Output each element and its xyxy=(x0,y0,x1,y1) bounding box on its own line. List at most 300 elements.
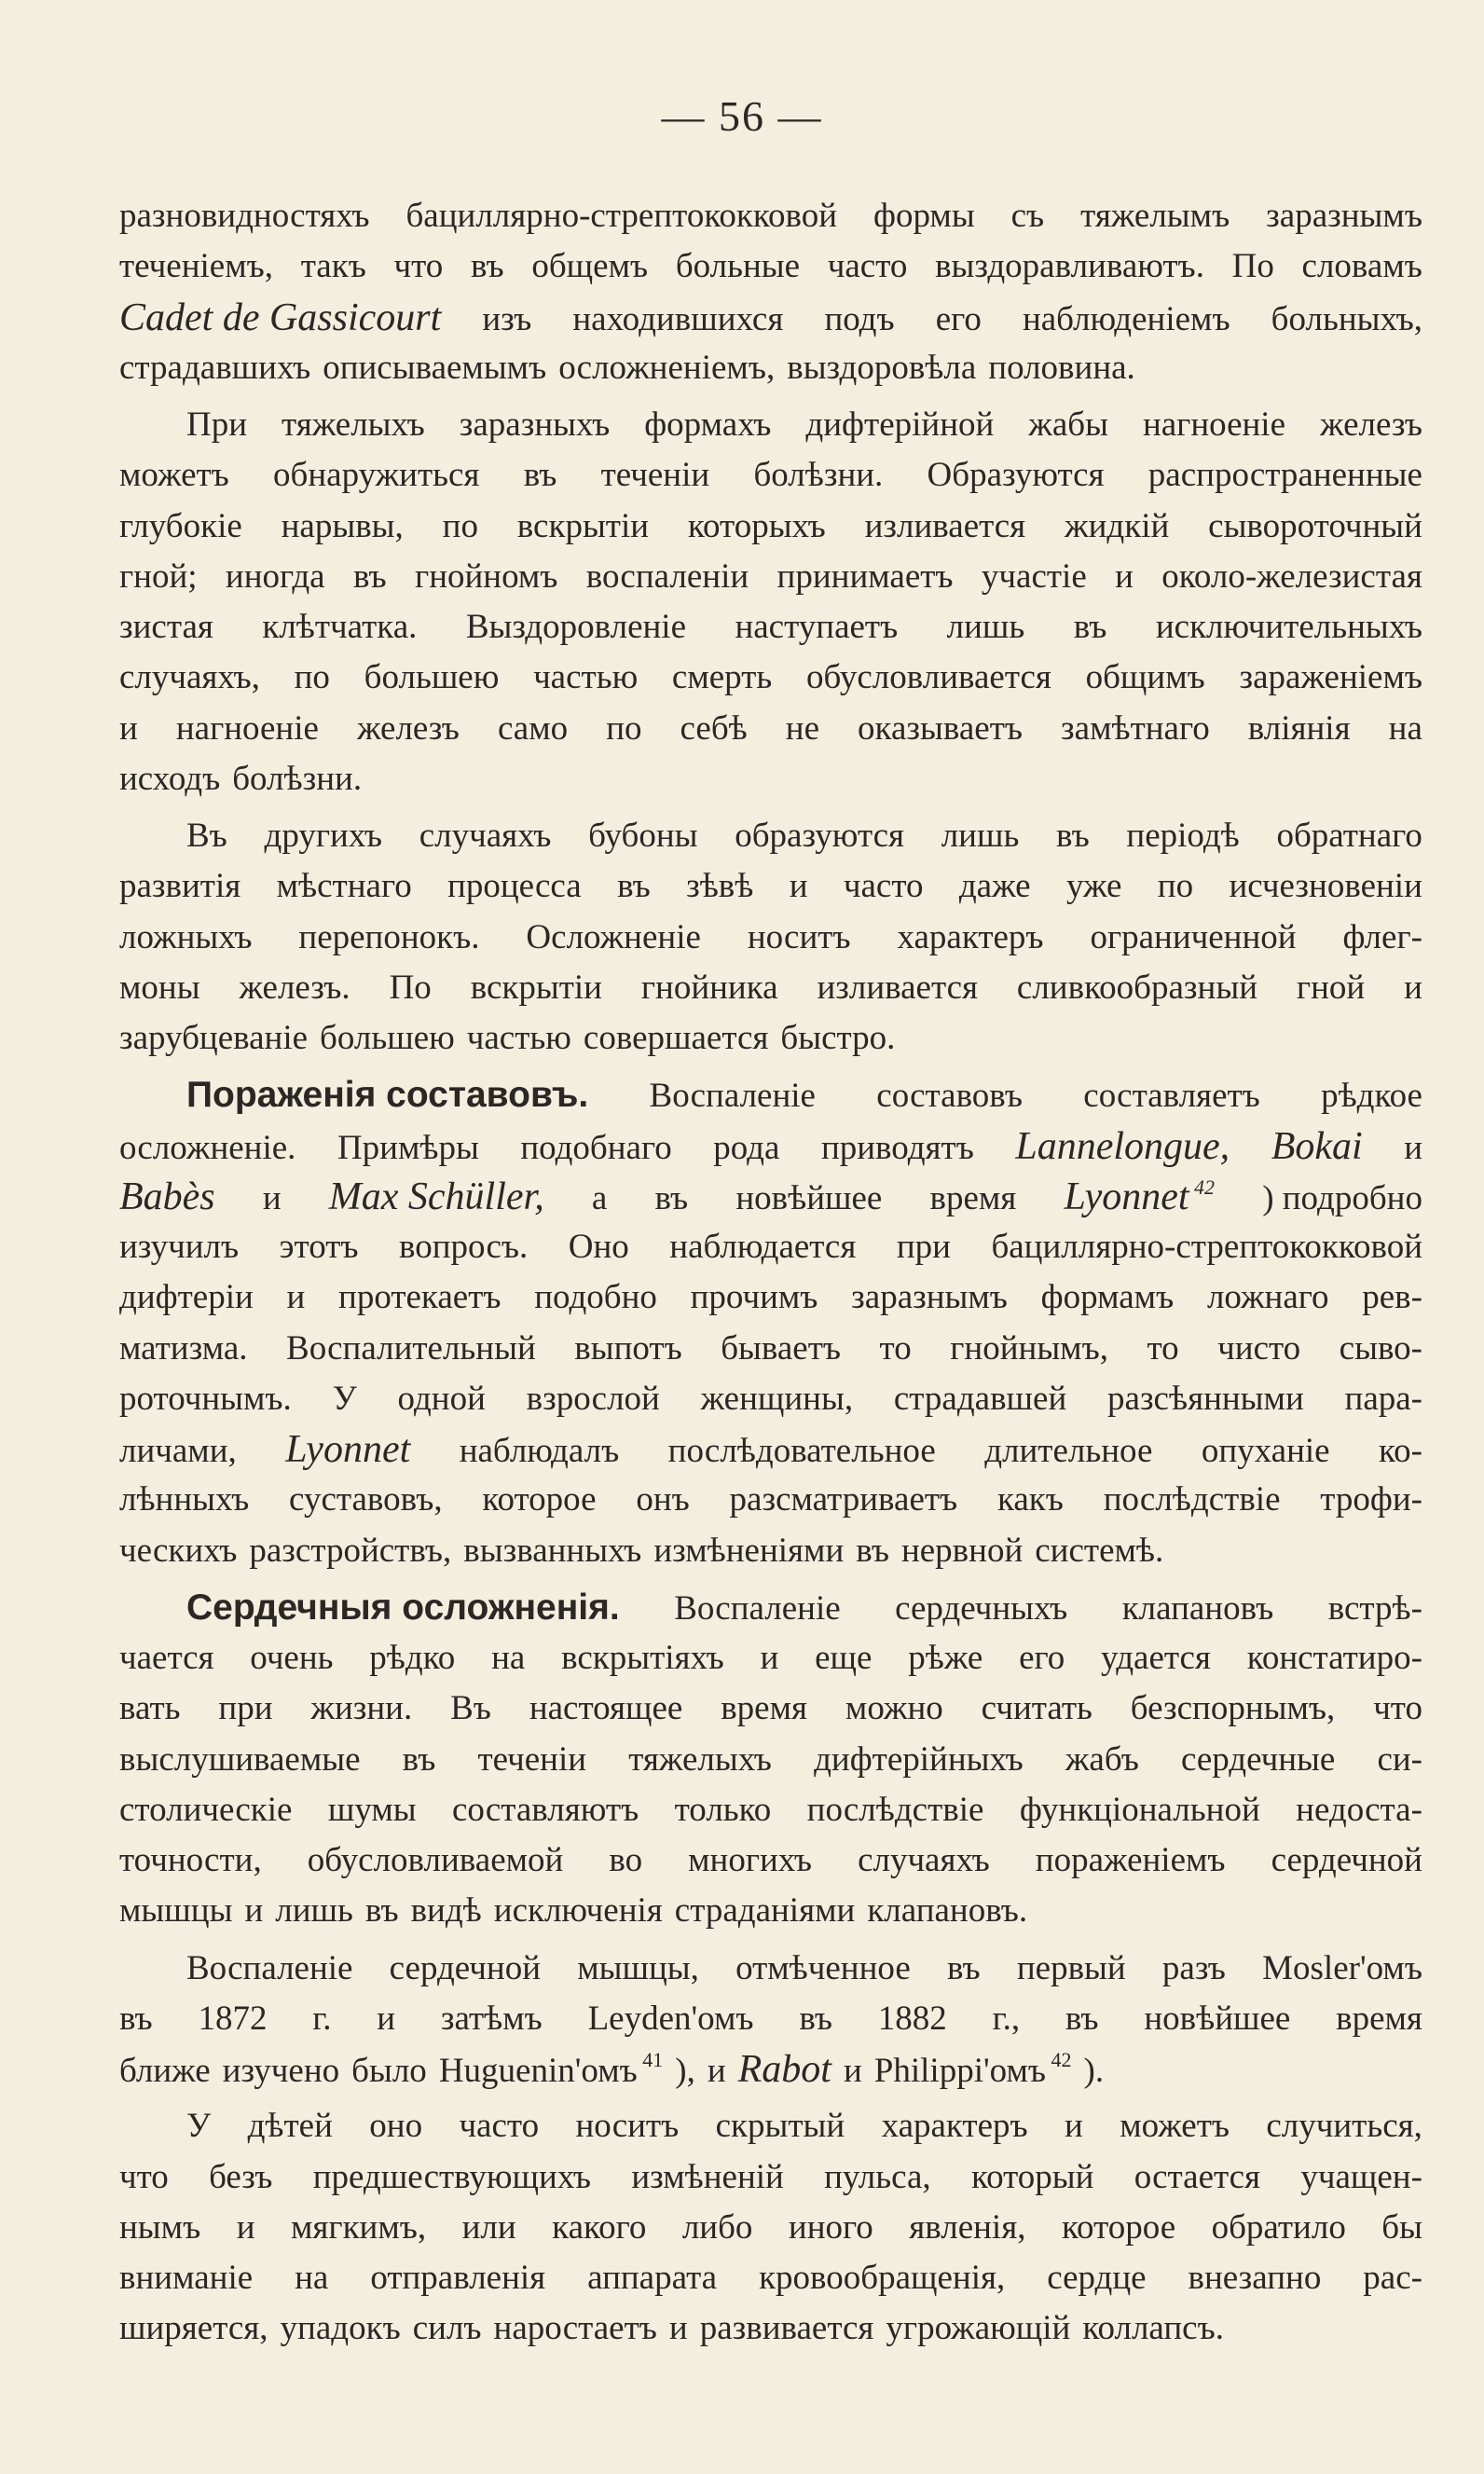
word: въ xyxy=(654,1178,689,1217)
word: силъ xyxy=(412,2309,482,2348)
word: и xyxy=(1115,557,1134,596)
word: теченіемъ, xyxy=(119,247,274,286)
text-line xyxy=(119,343,1422,393)
word: удается xyxy=(1101,1639,1211,1677)
word: вскрытіи xyxy=(516,506,650,545)
word: во xyxy=(609,1841,643,1879)
word: изучено xyxy=(222,2052,340,2090)
word: бациллярно-стрептококковой xyxy=(991,1228,1422,1266)
word: Осложненіе xyxy=(526,917,701,956)
word: изъ xyxy=(482,299,532,338)
word: обратнаго xyxy=(1276,817,1422,855)
word: Образуются xyxy=(927,456,1105,495)
word: формы xyxy=(873,197,975,235)
word: подъ xyxy=(824,299,895,338)
text-line xyxy=(119,1272,1422,1323)
word: жизни. xyxy=(310,1689,413,1728)
author-name: Cadet de Gassicourt xyxy=(119,296,442,339)
word: длительное xyxy=(984,1432,1153,1470)
word: его xyxy=(1019,1639,1065,1677)
word: вопросъ. xyxy=(399,1228,529,1266)
word: тяжелымъ xyxy=(1080,197,1230,235)
word: жидкій xyxy=(1065,506,1170,545)
word: вскрытіяхъ xyxy=(561,1639,724,1677)
word: и xyxy=(244,1891,264,1931)
word: флег- xyxy=(1342,917,1422,956)
word: осложненіе. xyxy=(119,1128,296,1167)
word: вызванныхъ xyxy=(463,1531,642,1570)
author-name: Babès xyxy=(119,1175,215,1218)
word: онъ xyxy=(636,1480,690,1519)
word: то xyxy=(1147,1328,1179,1368)
word: Philippi'омъ $^{42}$ xyxy=(873,2048,1072,2090)
word: какъ xyxy=(996,1480,1064,1519)
word: точности, xyxy=(119,1841,262,1879)
word: исходъ xyxy=(119,759,221,798)
word: болѣзни. xyxy=(753,456,884,495)
word: новѣйшее xyxy=(1144,1999,1291,2038)
word: развитія xyxy=(119,867,241,906)
word: женщины, xyxy=(700,1379,854,1418)
word: скрытый xyxy=(715,2107,845,2146)
word: и xyxy=(262,1178,282,1217)
word: мѣстнаго xyxy=(276,867,412,906)
word: измѣненіями xyxy=(653,1531,845,1570)
word: было xyxy=(351,2052,427,2090)
word: въ xyxy=(402,1739,436,1779)
word: опуханіе xyxy=(1201,1432,1330,1470)
word: 1882 xyxy=(877,1999,947,2038)
word: вскрытіи xyxy=(470,968,602,1007)
word: въ xyxy=(799,1999,832,2038)
word: себѣ xyxy=(680,708,748,748)
word: рев- xyxy=(1362,1278,1422,1317)
word: 1872 xyxy=(198,1999,268,2038)
word: Leyden'омъ xyxy=(587,1999,754,2038)
word: сердце xyxy=(1047,2259,1147,2297)
word: нервной xyxy=(900,1531,1024,1570)
word: участіе xyxy=(981,557,1087,596)
word: словамъ xyxy=(1301,247,1422,286)
text-line xyxy=(119,754,1422,804)
word: и xyxy=(760,1639,779,1677)
word: сливкообразный xyxy=(1016,968,1258,1007)
paragraph xyxy=(119,1583,1422,1937)
word: формахъ xyxy=(644,405,772,444)
text-line xyxy=(119,502,1422,552)
word: а xyxy=(591,1178,608,1217)
word: гнойнымъ, xyxy=(950,1328,1108,1368)
word: У xyxy=(186,2107,212,2146)
word: протекаетъ xyxy=(338,1278,502,1317)
word: большею xyxy=(320,1019,455,1057)
word: общемъ xyxy=(531,247,649,286)
text-line xyxy=(119,1835,1422,1886)
word: время xyxy=(721,1689,808,1728)
word: приводятъ xyxy=(820,1128,974,1167)
word: при xyxy=(218,1689,273,1728)
word: гнойника xyxy=(640,968,778,1007)
footnote-ref: 42 xyxy=(1189,1175,1216,1199)
word: клѣтчатка. xyxy=(262,608,418,646)
word: первый xyxy=(1016,1948,1126,1987)
word: жабы xyxy=(1028,405,1108,444)
word: железъ. xyxy=(239,968,350,1007)
word: наблюденіемъ xyxy=(1022,299,1230,338)
word: исчезновеніи xyxy=(1229,867,1422,906)
word: гной; xyxy=(119,557,198,596)
word: вать xyxy=(119,1689,181,1728)
page-body xyxy=(119,191,1422,2355)
word: ). xyxy=(1083,2052,1105,2090)
word: Въ xyxy=(450,1689,491,1728)
text-line xyxy=(119,1526,1422,1576)
word: въ xyxy=(352,557,387,596)
word: безспорнымъ, xyxy=(1130,1689,1336,1728)
text-line xyxy=(119,861,1422,912)
word: само xyxy=(497,708,569,748)
footnote-ref: 41 xyxy=(637,2048,664,2071)
word: формамъ xyxy=(1040,1278,1175,1317)
word: сывороточный xyxy=(1208,506,1422,545)
word: железъ xyxy=(356,708,460,748)
page-number: — 56 — xyxy=(661,92,823,140)
author-name: Rabot xyxy=(737,2048,831,2091)
word: очень xyxy=(250,1639,334,1677)
word: страданіями xyxy=(674,1891,856,1931)
word: оно xyxy=(369,2107,423,2146)
word: клапановъ. xyxy=(867,1891,1028,1931)
word: исключительныхъ xyxy=(1155,608,1422,646)
word: мягкимъ, xyxy=(290,2207,427,2247)
word: рѣдко xyxy=(369,1639,456,1677)
word: общимъ xyxy=(1085,658,1205,697)
word: страдавшей xyxy=(893,1379,1067,1418)
word: Примѣры xyxy=(337,1128,479,1167)
word: которое xyxy=(482,1480,597,1519)
word: осложненіемъ, xyxy=(558,348,776,387)
word: то xyxy=(879,1328,912,1368)
word: въ xyxy=(946,1948,981,1987)
word: носитъ xyxy=(747,917,851,956)
word: сердечной xyxy=(1271,1841,1422,1879)
text-line xyxy=(119,811,1422,861)
text-line xyxy=(119,2101,1422,2151)
word: глубокіе xyxy=(119,506,242,545)
word: на xyxy=(491,1639,526,1677)
word: шумы xyxy=(327,1790,417,1829)
word: и xyxy=(1065,2107,1083,2146)
word: рас- xyxy=(1363,2259,1422,2297)
word: въ xyxy=(1073,608,1107,646)
word: многихъ xyxy=(688,1841,813,1879)
text-line xyxy=(119,1424,1422,1475)
word: составляетъ xyxy=(1083,1077,1260,1116)
word: въ xyxy=(856,1531,889,1570)
word: учащен- xyxy=(1300,2157,1422,2196)
word: лѣнныхъ xyxy=(119,1480,250,1519)
word: часто xyxy=(827,247,908,286)
word: По xyxy=(389,968,432,1007)
word: этотъ xyxy=(279,1228,359,1266)
word: г. xyxy=(312,1999,332,2038)
word: подобнаго xyxy=(520,1128,672,1167)
word: встрѣ- xyxy=(1327,1588,1422,1628)
word: бываетъ xyxy=(721,1328,842,1368)
word: случаяхъ xyxy=(858,1841,990,1879)
word: составовъ xyxy=(876,1077,1023,1116)
word: наблюдалъ xyxy=(459,1432,620,1470)
word: г., xyxy=(992,1999,1021,2038)
word: въ xyxy=(523,456,557,495)
word: обратило xyxy=(1211,2207,1346,2247)
author-name: Bokai xyxy=(1271,1124,1363,1168)
word: и xyxy=(707,2052,726,2090)
word: составляютъ xyxy=(452,1790,639,1829)
word: время xyxy=(929,1178,1017,1217)
word: выздоровѣла xyxy=(787,348,977,387)
word: трофи- xyxy=(1320,1480,1422,1519)
paragraph xyxy=(119,1070,1422,1576)
text-line xyxy=(119,2303,1422,2354)
word: тяжелыхъ xyxy=(282,405,425,444)
text-line xyxy=(119,963,1422,1013)
word: рѣдкое xyxy=(1321,1077,1422,1116)
word: наступаетъ xyxy=(735,608,899,646)
word: случаяхъ xyxy=(419,817,552,855)
word: Оно xyxy=(568,1228,629,1266)
word: и xyxy=(1404,968,1422,1007)
text-line xyxy=(119,2203,1422,2253)
word: констатиро- xyxy=(1246,1639,1422,1677)
word: чается xyxy=(119,1639,214,1677)
word: совершается xyxy=(583,1019,769,1057)
author-name: Max Schüller, xyxy=(328,1175,544,1218)
word: и xyxy=(789,867,808,906)
word: отмѣченное xyxy=(735,1948,911,1987)
section-heading: Пораженія составовъ. xyxy=(186,1075,589,1116)
word: По xyxy=(1231,247,1274,286)
word: въ xyxy=(1065,1999,1099,2038)
word: случиться, xyxy=(1266,2107,1422,2146)
word: около-железистая xyxy=(1161,557,1422,596)
word: по xyxy=(606,708,642,748)
word: разсѣянными xyxy=(1107,1379,1304,1418)
word: лишь xyxy=(275,1891,353,1931)
word: Воспаленіе xyxy=(649,1077,816,1116)
word: сердечные xyxy=(1181,1739,1336,1779)
text-line xyxy=(119,450,1422,501)
word: воспаленіи xyxy=(585,557,749,596)
word: образуются xyxy=(735,817,905,855)
word: часто xyxy=(459,2107,540,2146)
word: описываемымъ xyxy=(323,348,547,387)
word: столическіе xyxy=(119,1790,293,1829)
word: Mosler'омъ xyxy=(1262,1948,1422,1987)
word: и xyxy=(286,1278,306,1317)
word: которое xyxy=(1061,2207,1176,2247)
word: принимаетъ xyxy=(776,557,954,596)
word: отправленія xyxy=(370,2259,546,2297)
word: по xyxy=(442,506,478,545)
word: въ xyxy=(119,1999,153,2038)
word: клапановъ xyxy=(1121,1588,1274,1628)
word: вліянія xyxy=(1247,708,1351,748)
word: аппарата xyxy=(587,2259,718,2297)
word: роточнымъ. xyxy=(119,1379,292,1418)
word: частью xyxy=(466,1019,571,1057)
word: изливается xyxy=(864,506,1026,545)
word: матизма. xyxy=(119,1328,248,1368)
word: на xyxy=(1388,708,1422,748)
word: пульса, xyxy=(824,2157,931,2196)
footnote-ref: 42 xyxy=(1046,2048,1072,2071)
word: оказываетъ xyxy=(858,708,1023,748)
text-line xyxy=(119,1013,1422,1064)
word: періодѣ xyxy=(1126,817,1240,855)
word: выздоравливаютъ. xyxy=(935,247,1204,286)
word: наблюдается xyxy=(669,1228,857,1266)
word: вниманіе xyxy=(119,2259,254,2297)
word: Воспалительный xyxy=(286,1328,536,1368)
word: ложныхъ xyxy=(119,917,253,956)
word: мышцы, xyxy=(577,1948,699,1987)
word: случаяхъ, xyxy=(119,658,260,697)
word: разстройствъ, xyxy=(249,1531,452,1570)
word: ширяется, xyxy=(119,2309,268,2348)
paragraph xyxy=(119,1944,1422,2096)
text-line xyxy=(119,1735,1422,1785)
word: характеръ xyxy=(881,2107,1028,2146)
word: настоящее xyxy=(529,1689,683,1728)
text-line xyxy=(119,1374,1422,1424)
word: внезапно xyxy=(1188,2259,1322,2297)
word: пораженіемъ xyxy=(1035,1841,1226,1879)
word: что xyxy=(1373,1689,1422,1728)
word: въ xyxy=(470,247,504,286)
word: лишь xyxy=(946,608,1025,646)
paragraph xyxy=(119,2101,1422,2354)
word: время xyxy=(1336,1999,1422,2038)
word: иного xyxy=(788,2207,873,2247)
word: функціональной xyxy=(1019,1790,1260,1829)
word: теченіи xyxy=(600,456,710,495)
word: распространенные xyxy=(1147,456,1422,495)
text-line xyxy=(119,1944,1422,1994)
word: который xyxy=(970,2157,1094,2196)
word: часто xyxy=(843,867,924,906)
word: суставовъ, xyxy=(289,1480,443,1519)
word: находившихся xyxy=(572,299,784,338)
word: зараженіемъ xyxy=(1239,658,1422,697)
word: частью xyxy=(533,658,639,697)
word: половина. xyxy=(988,348,1135,387)
text-line xyxy=(119,1222,1422,1272)
word: или xyxy=(461,2207,516,2247)
word: коллапсъ. xyxy=(1082,2309,1224,2348)
word: кровообращенія, xyxy=(759,2259,1006,2297)
word: послѣдовательное xyxy=(667,1432,936,1470)
word: Huguenin'омъ $^{41}$ xyxy=(438,2048,664,2090)
word: смерть xyxy=(671,658,773,697)
word: дифтеріи xyxy=(119,1278,254,1317)
word: Воспаленіе xyxy=(186,1948,353,1987)
word: по xyxy=(294,658,330,697)
word: только xyxy=(674,1790,772,1829)
word: разъ xyxy=(1161,1948,1226,1987)
word: либо xyxy=(681,2207,753,2247)
word: обусловливаемой xyxy=(307,1841,564,1879)
word: исключенія xyxy=(493,1891,663,1931)
word: уже xyxy=(1065,867,1122,906)
word: страдавшихъ xyxy=(119,348,311,387)
paragraph xyxy=(119,191,1422,393)
word: не xyxy=(785,708,820,748)
word: ближе xyxy=(119,2052,211,2090)
word: У xyxy=(332,1379,357,1418)
text-line xyxy=(119,191,1422,241)
word: моны xyxy=(119,968,200,1007)
word: бубоны xyxy=(588,817,698,855)
paragraph xyxy=(119,400,1422,804)
word: одной xyxy=(397,1379,486,1418)
word: нарывы, xyxy=(281,506,404,545)
word: недоста- xyxy=(1296,1790,1422,1829)
word: рѣже xyxy=(908,1639,983,1677)
word: заразнымъ xyxy=(851,1278,1008,1317)
section-heading: Сердечныя осложненія. xyxy=(186,1587,620,1628)
word: мышцы xyxy=(119,1891,233,1931)
word: послѣдствіе xyxy=(806,1790,984,1829)
word: ), xyxy=(675,2052,695,2090)
word: Выздоровленіе xyxy=(465,608,686,646)
word: даже xyxy=(958,867,1031,906)
word: въ xyxy=(364,1891,399,1931)
word: на xyxy=(295,2259,329,2297)
word: Въ xyxy=(186,817,227,855)
word: большею xyxy=(364,658,500,697)
word: перепонокъ. xyxy=(298,917,480,956)
text-line xyxy=(119,1172,1422,1222)
word: и xyxy=(119,708,138,748)
word: затѣмъ xyxy=(440,1999,543,2038)
word: безъ xyxy=(209,2157,273,2196)
word: больныхъ, xyxy=(1271,299,1422,338)
text-line xyxy=(119,1475,1422,1525)
word: железъ xyxy=(1320,405,1422,444)
word: изучилъ xyxy=(119,1228,240,1266)
word: носитъ xyxy=(575,2107,680,2146)
word: по xyxy=(1157,867,1194,906)
word: и xyxy=(236,2207,255,2247)
word: измѣненій xyxy=(631,2157,784,2196)
word: его xyxy=(935,299,982,338)
word: такъ xyxy=(300,247,366,286)
text-line xyxy=(119,293,1422,343)
text-line xyxy=(119,1886,1422,1936)
text-line xyxy=(119,1070,1422,1120)
text-line xyxy=(119,1785,1422,1835)
word: наростаетъ xyxy=(493,2309,657,2348)
author-name: Lannelongue, xyxy=(1015,1124,1230,1168)
word: при xyxy=(896,1228,951,1266)
word: сыво- xyxy=(1339,1328,1422,1368)
text-line xyxy=(119,704,1422,754)
word: выслушиваемые xyxy=(119,1739,361,1779)
word: тяжелыхъ xyxy=(628,1739,772,1779)
paragraph xyxy=(119,811,1422,1064)
word: видѣ xyxy=(410,1891,482,1931)
